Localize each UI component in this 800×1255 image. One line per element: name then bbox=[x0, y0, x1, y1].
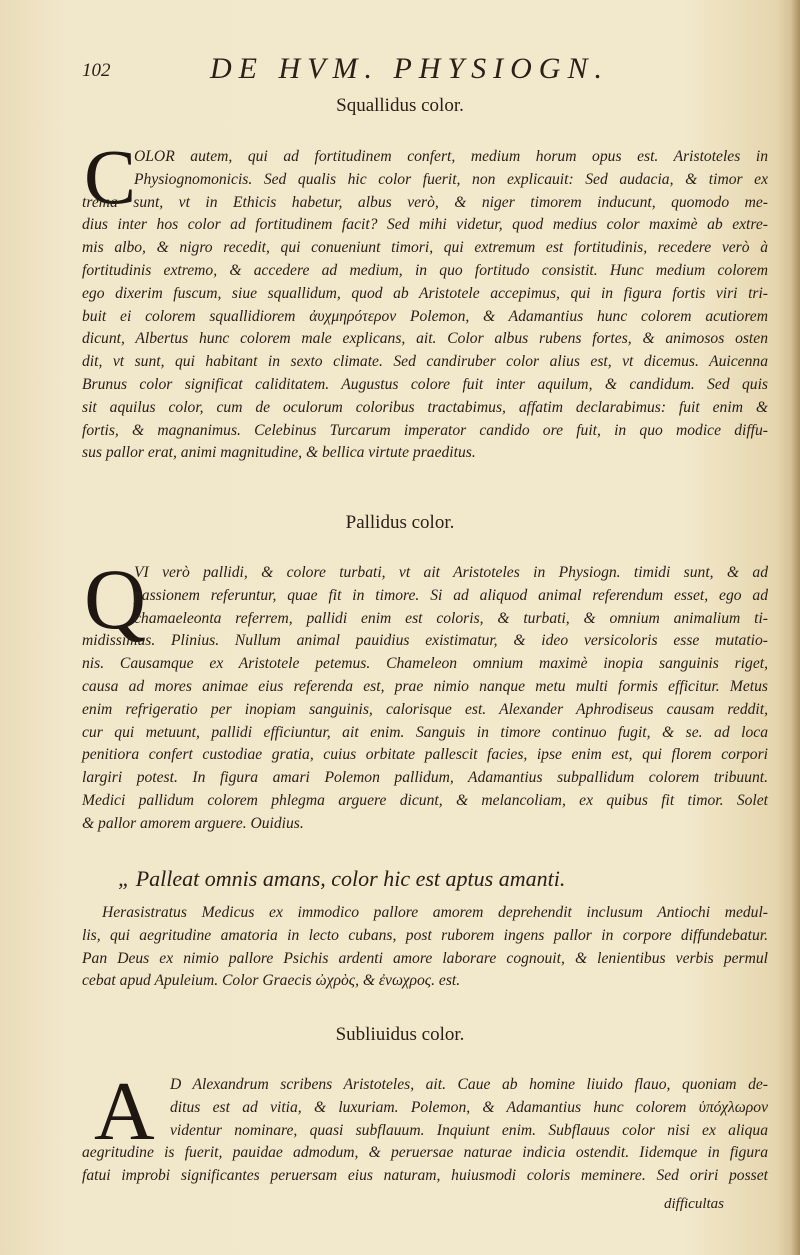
text-line: fatui improbi significantes peruersam eius naturam, huiusmodi coloris meminere. Sed oriri posset bbox=[82, 1167, 768, 1185]
text-line: Herasistratus Medicus ex immodico pallore amorem deprehendit inclusum Antiochi medul- bbox=[102, 904, 768, 921]
text-line: sus pallor erat, animi magnitudine, & bellica virtute praeditus. bbox=[82, 444, 476, 462]
text-line: Physiognomonicis. Sed qualis hic color fuerit, non explicauit: Sed audacia, & timor ex bbox=[134, 170, 768, 188]
paragraph-squallidus bbox=[82, 146, 768, 465]
ovid-quotation: „ Palleat omnis amans, color hic est aptus amanti. bbox=[118, 866, 566, 891]
text-line: chamaeleonta referrem, pallidi enim est coloris, & turbati, & omnium animalium ti- bbox=[134, 609, 768, 627]
drop-cap-c: C bbox=[84, 133, 137, 220]
text-line: dius inter hos color ad fortitudinem facit? Sed mihi videtur, quod medius color maximè ab extre- bbox=[82, 216, 768, 234]
section-heading-squallidus: Squallidus color. bbox=[336, 95, 464, 116]
text-line: dicunt, Albertus hunc colorem male explicans, ait. Color albus rubens fortes, & animosos osten bbox=[82, 330, 768, 348]
text-line: causa ad mores animae eius referenda est, prae nimio nanque metu multi formis efficitur. Metus bbox=[82, 677, 768, 695]
text-line: passionem referuntur, quae fit in timore. Si ad aliquod animal referendum esset, ego ad bbox=[134, 586, 768, 604]
page-number: 102 bbox=[82, 60, 111, 81]
text-line: Brunus color significat caliditatem. Augustus colore fuit inter aquilum, & candidum. Sed quis bbox=[82, 375, 768, 393]
text-line: largiri potest. In figura amari Polemon pallidum, Adamantius subpallidum colorem tribuunt. bbox=[82, 769, 768, 787]
paragraph-subliuidus bbox=[82, 1074, 768, 1188]
section-heading-subliuidus: Subliuidus color. bbox=[335, 1024, 465, 1045]
text-line: videntur nominare, quasi subflauum. Inquiunt enim. Subflauus color nisi ex aliqua bbox=[170, 1121, 768, 1139]
text-line: ditus est ad vitia, & luxuriam. Polemon, & Adamantius hunc colorem ὑπόχλωρον bbox=[170, 1098, 768, 1116]
drop-cap-q: Q bbox=[84, 551, 147, 647]
text-line: cebat apud Apuleium. Color Graecis ὠχρὸς, & ἐνωχρος. est. bbox=[82, 972, 461, 990]
paragraph-pallidus-continued bbox=[82, 902, 768, 993]
text-line: dit, vt sunt, qui habitant in sexto climate. Sed candiruber color alius est, vt dicemus. Auicenna bbox=[82, 353, 768, 371]
text-line: VI verò pallidi, & colore turbati, vt ait Aristoteles in Physiogn. timidi sunt, & ad bbox=[134, 564, 768, 581]
catchword: difficultas bbox=[664, 1196, 724, 1212]
text-line: D Alexandrum scribens Aristoteles, ait. Caue ab homine liuido flauo, quoniam de- bbox=[170, 1076, 768, 1093]
text-line: buit ei colorem squallidiorem ἀυχμηρότερον Polemon, & Adamantius hunc colorem acutiorem bbox=[82, 307, 768, 325]
text-line: midissimus. Plinius. Nullum animal pauidius existimatur, & ideo versicoloris esse mutatio- bbox=[82, 632, 768, 650]
text-line: trema sunt, vt in Ethicis habetur, albus verò, & niger timorem inducunt, quomodo me- bbox=[82, 193, 768, 211]
text-line: lis, qui aegritudine amatoria in lecto cubans, post ruborem ingens pallor in corpore diffundebatur. bbox=[82, 926, 768, 944]
text-line: mis albo, & nigro recedit, qui conueniunt timori, qui extremum est fortitudinis, recedere verò à bbox=[82, 239, 768, 257]
text-line: Pan Deus ex nimio pallore Psichis ardenti amore laborare cognouit, & lenientibus verbis permul bbox=[82, 949, 768, 967]
text-line: aegritudine is fuerit, pauidae admodum, & peruersae naturae indicia ostendit. Iidemque in figura bbox=[82, 1144, 768, 1162]
drop-cap-a: A bbox=[94, 1065, 155, 1158]
page-header bbox=[82, 52, 722, 86]
page-edge bbox=[790, 0, 800, 1255]
text-line: fortis, & magnanimus. Celebinus Turcarum imperator candido ore fuit, in quo modice diffu- bbox=[82, 421, 768, 439]
text-line: sit aquilus color, cum de oculorum coloribus tractabimus, affatim declarabimus: fuit enim & bbox=[82, 398, 768, 416]
text-line: & pallor amorem arguere. Ouidius. bbox=[82, 814, 304, 832]
section-heading-pallidus: Pallidus color. bbox=[345, 512, 455, 533]
text-line: penitiora confert custodiae gratia, cuius orbitate pallescit facies, ipse enim est, qui florem corpori bbox=[82, 746, 768, 764]
text-line: enim refrigeratio per inopiam sanguinis, calorisque est. Alexander Aphrodiseus causam reddit, bbox=[82, 700, 768, 718]
text-line: fortitudinis extremo, & accedere ad medium, in quo fortitudo consistit. Hunc medium colorem bbox=[82, 261, 768, 279]
text-line: ego dixerim fuscum, siue squallidum, quod ab Aristotele accepimus, qui in figura fortis viri tri- bbox=[82, 284, 768, 302]
text-line: cur qui metuunt, pallidi efficiuntur, ait enim. Sanguis in timore continuo fugit, & se. ad loca bbox=[82, 723, 768, 741]
text-line: Medici pallidum colorem phlegma arguere dicunt, & melancoliam, ex quibus fit timor. Solet bbox=[82, 791, 768, 809]
text-line: nis. Causamque ex Aristotele petemus. Chameleon omnium maximè inopia sanguinis riget, bbox=[82, 655, 768, 673]
text-line: OLOR autem, qui ad fortitudinem confert, medium horum opus est. Aristoteles in bbox=[134, 148, 768, 165]
running-title: DE HVM. PHYSIOGN. bbox=[210, 52, 609, 85]
paragraph-pallidus bbox=[82, 562, 768, 836]
